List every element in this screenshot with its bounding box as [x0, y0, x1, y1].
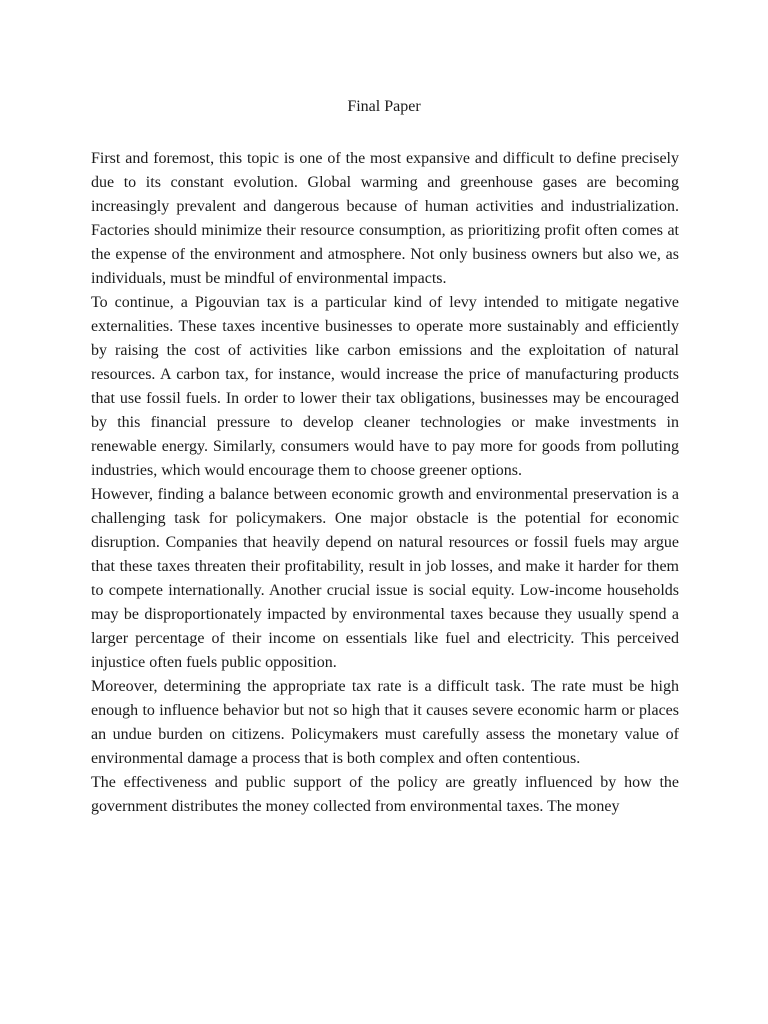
document-body — [91, 147, 679, 819]
paragraph-pigouvian-tax: To continue, a Pigouvian tax is a particular kind of levy intended to mitigate negative externalities. These taxes incentive businesses to operate more sustainably and efficiently by raising the cost of activities like carbon emissions and the exploitation of natural resources. A carbon tax, for instance, would increase the price of manufacturing products that use fossil fuels. In order to lower their tax obligations, businesses may be encouraged by this financial pressure to develop cleaner technologies or make investments in renewable energy. Similarly, consumers would have to pay more for goods from polluting industries, which would encourage them to choose greener options. — [91, 294, 679, 479]
paragraph-tax-rate: Moreover, determining the appropriate tax rate is a difficult task. The rate must be high enough to influence behavior but not so high that it causes severe economic harm or places an undue burden on citizens. Policymakers must carefully assess the monetary value of environmental damage a process that is both complex and often contentious. — [91, 678, 679, 767]
paragraph-balance: However, finding a balance between economic growth and environmental preservation is a challenging task for policymakers. One major obstacle is the potential for economic disruption. Companies that heavily depend on natural resources or fossil fuels may argue that these taxes threaten their profitability, result in job losses, and make it harder for them to compete internationally. Another crucial issue is social equity. Low-income households may be disproportionately impacted by environmental taxes because they usually spend a larger percentage of their income on essentials like fuel and electricity. This perceived injustice often fuels public opposition. — [91, 486, 679, 671]
page-title: Final Paper — [347, 98, 421, 115]
paragraph-distribution: The effectiveness and public support of the policy are greatly influenced by how the government distributes the money collected from environmental taxes. The money — [91, 774, 679, 815]
paragraph-intro: First and foremost, this topic is one of the most expansive and difficult to define precisely due to its constant evolution. Global warming and greenhouse gases are becoming increasingly prevalent and dangerous because of human activities and industrialization. Factories should minimize their resource consumption, as prioritizing profit often comes at the expense of the environment and atmosphere. Not only business owners but also we, as individuals, must be mindful of environmental impacts. — [91, 150, 679, 287]
